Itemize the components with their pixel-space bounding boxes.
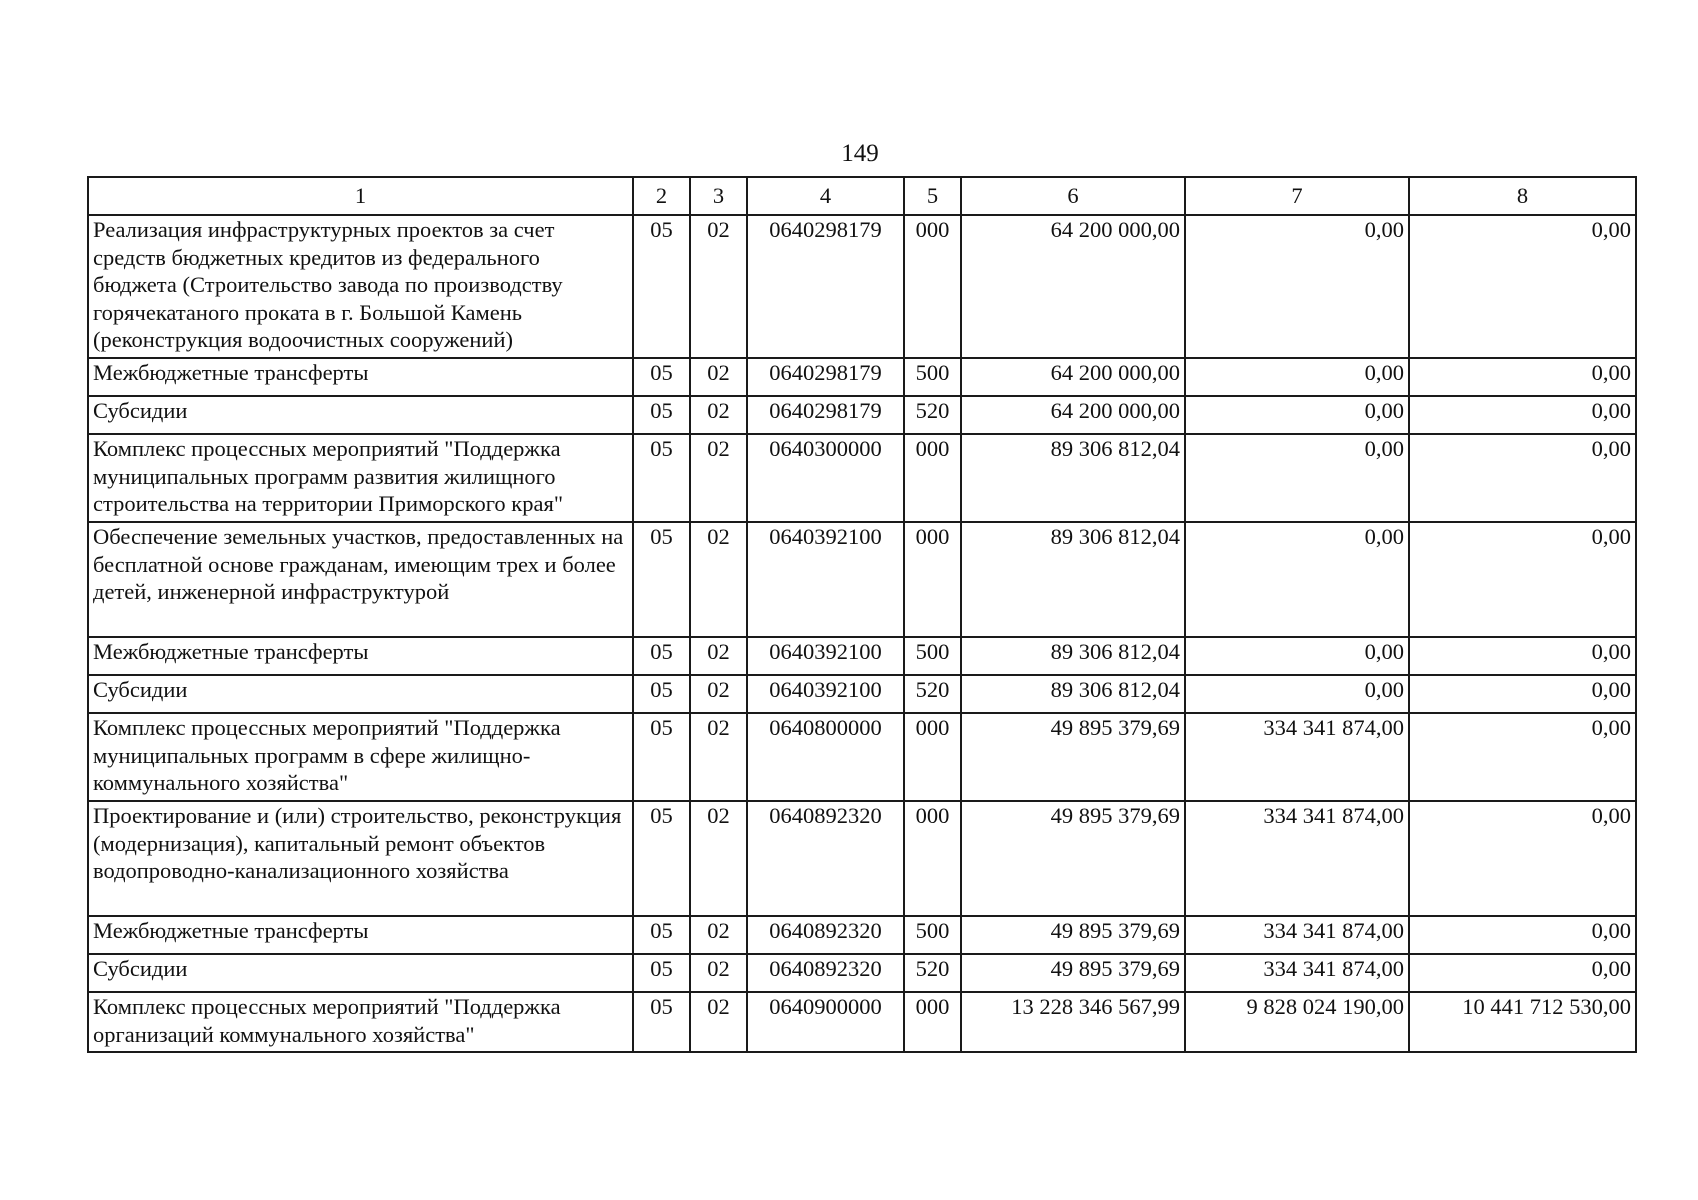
target-article-code: 0640900000 [747,992,904,1052]
expense-type-code: 520 [904,396,961,434]
amount-col7: 9 828 024 190,00 [1185,992,1409,1052]
subsection-code: 02 [690,992,747,1052]
amount-col7: 334 341 874,00 [1185,713,1409,801]
column-header: 8 [1409,177,1636,215]
table-row [88,434,1636,522]
amount-col8: 10 441 712 530,00 [1409,992,1636,1052]
subsection-code: 02 [690,522,747,637]
amount-col6: 64 200 000,00 [961,215,1185,358]
expense-type-code: 520 [904,954,961,992]
budget-table [87,176,1637,1053]
table-row [88,801,1636,916]
amount-col8: 0,00 [1409,215,1636,358]
amount-col8: 0,00 [1409,675,1636,713]
row-description: Комплекс процессных мероприятий "Поддержка организаций коммунального хозяйства" [88,992,633,1052]
section-code: 05 [633,916,690,954]
target-article-code: 0640800000 [747,713,904,801]
expense-type-code: 000 [904,215,961,358]
amount-col6: 49 895 379,69 [961,916,1185,954]
subsection-code: 02 [690,954,747,992]
target-article-code: 0640892320 [747,916,904,954]
subsection-code: 02 [690,713,747,801]
table-row [88,396,1636,434]
subsection-code: 02 [690,637,747,675]
amount-col7: 334 341 874,00 [1185,801,1409,916]
amount-col6: 49 895 379,69 [961,801,1185,916]
table-row [88,916,1636,954]
row-description: Межбюджетные трансферты [88,637,633,675]
amount-col7: 0,00 [1185,358,1409,396]
subsection-code: 02 [690,434,747,522]
target-article-code: 0640392100 [747,675,904,713]
table-row [88,215,1636,358]
row-description: Субсидии [88,396,633,434]
amount-col8: 0,00 [1409,637,1636,675]
expense-type-code: 000 [904,713,961,801]
row-description: Проектирование и (или) строительство, реконструкция (модернизация), капитальный ремонт объектов водопроводно-канализационного хозяйства [88,801,633,916]
amount-col7: 334 341 874,00 [1185,954,1409,992]
subsection-code: 02 [690,396,747,434]
table-header-row [88,177,1636,215]
amount-col8: 0,00 [1409,954,1636,992]
expense-type-code: 500 [904,916,961,954]
row-description: Обеспечение земельных участков, предоставленных на бесплатной основе гражданам, имеющим трех и более детей, инженерной инфраструктурой [88,522,633,637]
row-description: Реализация инфраструктурных проектов за счет средств бюджетных кредитов из федерального бюджета (Строительство завода по производству горячекатаного проката в г. Большой Камень (реконструкция водоочистных сооружений) [88,215,633,358]
table-row [88,675,1636,713]
target-article-code: 0640298179 [747,358,904,396]
column-header: 6 [961,177,1185,215]
amount-col8: 0,00 [1409,916,1636,954]
column-header: 1 [88,177,633,215]
target-article-code: 0640298179 [747,215,904,358]
amount-col8: 0,00 [1409,522,1636,637]
target-article-code: 0640300000 [747,434,904,522]
amount-col6: 89 306 812,04 [961,522,1185,637]
row-description: Комплекс процессных мероприятий "Поддержка муниципальных программ развития жилищного строительства на территории Приморского края" [88,434,633,522]
column-header: 5 [904,177,961,215]
section-code: 05 [633,675,690,713]
expense-type-code: 500 [904,358,961,396]
amount-col6: 89 306 812,04 [961,675,1185,713]
target-article-code: 0640892320 [747,954,904,992]
column-header: 4 [747,177,904,215]
expense-type-code: 000 [904,992,961,1052]
expense-type-code: 000 [904,522,961,637]
table-row [88,522,1636,637]
table-row [88,358,1636,396]
amount-col7: 334 341 874,00 [1185,916,1409,954]
amount-col8: 0,00 [1409,358,1636,396]
amount-col6: 49 895 379,69 [961,713,1185,801]
section-code: 05 [633,801,690,916]
target-article-code: 0640392100 [747,522,904,637]
column-header: 7 [1185,177,1409,215]
amount-col7: 0,00 [1185,215,1409,358]
table-row [88,954,1636,992]
row-description: Субсидии [88,954,633,992]
section-code: 05 [633,992,690,1052]
amount-col7: 0,00 [1185,522,1409,637]
section-code: 05 [633,358,690,396]
table-row [88,637,1636,675]
section-code: 05 [633,954,690,992]
amount-col6: 89 306 812,04 [961,637,1185,675]
subsection-code: 02 [690,358,747,396]
section-code: 05 [633,522,690,637]
target-article-code: 0640392100 [747,637,904,675]
amount-col7: 0,00 [1185,434,1409,522]
target-article-code: 0640892320 [747,801,904,916]
amount-col8: 0,00 [1409,434,1636,522]
amount-col8: 0,00 [1409,801,1636,916]
expense-type-code: 000 [904,801,961,916]
column-header: 3 [690,177,747,215]
section-code: 05 [633,637,690,675]
row-description: Субсидии [88,675,633,713]
amount-col7: 0,00 [1185,396,1409,434]
expense-type-code: 000 [904,434,961,522]
row-description: Межбюджетные трансферты [88,916,633,954]
subsection-code: 02 [690,916,747,954]
amount-col8: 0,00 [1409,713,1636,801]
row-description: Межбюджетные трансферты [88,358,633,396]
amount-col8: 0,00 [1409,396,1636,434]
table-row [88,992,1636,1052]
column-header: 2 [633,177,690,215]
amount-col6: 64 200 000,00 [961,396,1185,434]
section-code: 05 [633,434,690,522]
subsection-code: 02 [690,215,747,358]
amount-col6: 89 306 812,04 [961,434,1185,522]
amount-col6: 49 895 379,69 [961,954,1185,992]
section-code: 05 [633,713,690,801]
expense-type-code: 500 [904,637,961,675]
subsection-code: 02 [690,801,747,916]
amount-col6: 64 200 000,00 [961,358,1185,396]
amount-col7: 0,00 [1185,637,1409,675]
page-number: 149 [841,140,879,167]
amount-col6: 13 228 346 567,99 [961,992,1185,1052]
row-description: Комплекс процессных мероприятий "Поддержка муниципальных программ в сфере жилищно-коммунального хозяйства" [88,713,633,801]
target-article-code: 0640298179 [747,396,904,434]
subsection-code: 02 [690,675,747,713]
section-code: 05 [633,215,690,358]
section-code: 05 [633,396,690,434]
amount-col7: 0,00 [1185,675,1409,713]
table-row [88,713,1636,801]
expense-type-code: 520 [904,675,961,713]
